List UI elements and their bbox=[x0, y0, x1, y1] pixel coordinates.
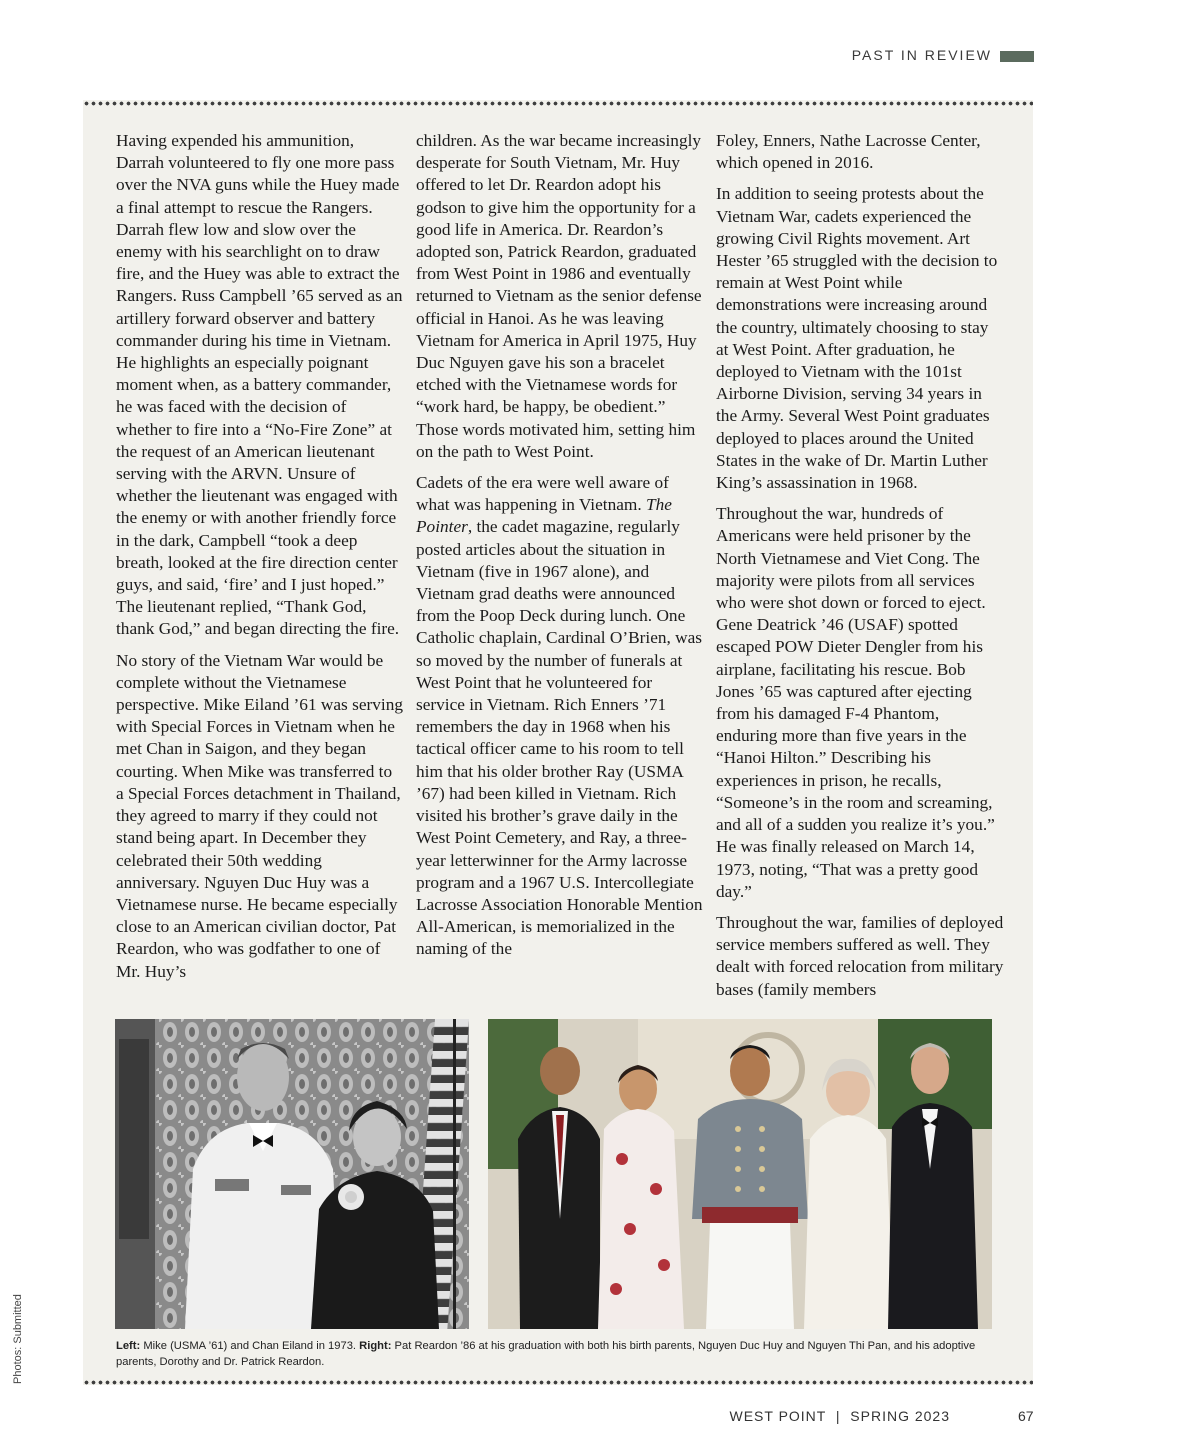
article-column-1 bbox=[116, 130, 404, 992]
section-accent-bar bbox=[1000, 51, 1034, 62]
column-3-paragraph-1: Foley, Enners, Nathe Lacrosse Center, which opened in 2016. bbox=[716, 131, 981, 173]
column-3-paragraph-2: In addition to seeing protests about the Vietnam War, cadets experienced the growing Civil Rights movement. Art Hester ’65 struggled with the decision to remain at West Point while demonstrations were increasing around the country, ultimately choosing to stay at West Point. After graduation, he deployed to Vietnam with the 101st Airborne Division, serving 34 years in the Army. Several West Point graduates deployed to places around the United States in the wake of Dr. Martin Luther King’s assassination in 1968. bbox=[716, 184, 998, 493]
paragraph-text: , the cadet magazine, regularly posted articles about the situation in Vietnam (five in 1967 alone), and Vietnam grad deaths were announced from the Poop Deck during lunch. One Catholic chaplain, Cardinal O’Brien, was so moved by the number of funerals at West Point that he volunteered for service in Vietnam. Rich Enners ’71 remembers the day in 1968 when his tactical officer came to his room to tell him that his older brother Ray (USMA ’67) had been killed in Vietnam. Rich visited his brother’s grave daily in the West Point Cemetery, and Ray, a three-year letterwinner for the Army lacrosse program and a 1967 U.S. Intercollegiate Lacrosse Association Honorable Mention All-American, is memorialized in the naming of the bbox=[416, 517, 703, 959]
article-column-2 bbox=[416, 130, 704, 970]
dotted-rule-bottom bbox=[83, 1380, 1033, 1385]
section-label: PAST IN REVIEW bbox=[851, 47, 992, 63]
column-1-paragraph-2: No story of the Vietnam War would be complete without the Vietnamese perspective. Mike Eiland ’61 was serving with Special Forces in Vietnam when he met Chan in Saigon, and they began courting. When Mike was transferred to a Special Forces detachment in Thailand, they agreed to marry if they could not stand being apart. In December they celebrated their 50th wedding anniversary. Nguyen Duc Huy was a Vietnamese nurse. He became especially close to an American civilian doctor, Pat Reardon, who was godfather to one of Mr. Huy’s bbox=[116, 650, 403, 981]
footer-publication: WEST POINT | SPRING 2023 bbox=[729, 1408, 950, 1424]
photo-caption bbox=[116, 1339, 996, 1370]
caption-right-text: Pat Reardon ’86 at his graduation with both his birth parents, Nguyen Duc Huy and Nguyen Thi Pan, and his adoptive parents, Dorothy and Dr. Patrick Reardon. bbox=[116, 1340, 976, 1368]
column-3-paragraph-4: Throughout the war, families of deployed service members suffered as well. They dealt with forced relocation from military bases (family members bbox=[716, 912, 1004, 999]
photo-eiland-couple bbox=[115, 1019, 469, 1329]
article-column-3 bbox=[716, 130, 1004, 1010]
magazine-title: The Pointer bbox=[416, 495, 672, 537]
page-number: 67 bbox=[1018, 1408, 1034, 1424]
dotted-rule-top bbox=[83, 101, 1033, 106]
column-1-paragraph-1: Having expended his ammunition, Darrah volunteered to fly one more pass over the NVA guns while the Huey made a final attempt to rescue the Rangers. Darrah flew low and slow over the enemy with his searchlight on to draw fire, and the Huey was able to extract the Rangers. Russ Campbell ’65 served as an artillery forward observer and battery commander during his time in Vietnam. He highlights an especially poignant moment when, as a battery commander, he was faced with the decision of whether to fire into a “No-Fire Zone” at the request of an American lieutenant serving with the ARVN. Unsure of whether the lieutenant was engaged with the enemy or with another friendly force in the dark, Campbell “took a deep breath, looked at the fire direction center guys, and said, ‘fire’ and I just hoped.” The lieutenant replied, “Thank God, thank God,” and began directing the fire. bbox=[116, 131, 403, 639]
column-2-paragraph-2 bbox=[416, 472, 704, 960]
photo-credit: Photos: Submitted bbox=[12, 1294, 24, 1384]
caption-right-label: Right: bbox=[359, 1340, 392, 1352]
caption-left-text: Mike (USMA ’61) and Chan Eiland in 1973. bbox=[140, 1340, 360, 1352]
column-2-paragraph-1: children. As the war became increasingly desperate for South Vietnam, Mr. Huy offered to let Dr. Reardon adopt his godson to give him the opportunity for a good life in America. Dr. Reardon’s adopted son, Patrick Reardon, graduated from West Point in 1986 and eventually returned to Vietnam as the senior defense official in Hanoi. As he was leaving Vietnam for America in April 1975, Huy Duc Nguyen gave his son a bracelet etched with the Vietnamese words for “work hard, be happy, be obedient.” Those words motivated him, setting him on the path to West Point. bbox=[416, 131, 702, 461]
caption-left-label: Left: bbox=[116, 1340, 141, 1352]
column-3-paragraph-3: Throughout the war, hundreds of Americans were held prisoner by the North Vietnamese and Viet Cong. The majority were pilots from all services who were shot down or forced to eject. Gene Deatrick ’46 (USAF) spotted escaped POW Dieter Dengler from his airplane, facilitating his rescue. Bob Jones ’65 was captured after ejecting from his damaged F-4 Phantom, enduring more than five years in the “Hanoi Hilton.” Describing his experiences in prison, he recalls, “Someone’s in the room and screaming, and all of a sudden you realize it’s you.” He was finally released on March 14, 1973, noting, “That was a pretty good day.” bbox=[716, 504, 995, 901]
photo-reardon-graduation bbox=[488, 1019, 992, 1329]
paragraph-text: Cadets of the era were well aware of what was happening in Vietnam. bbox=[416, 473, 669, 515]
